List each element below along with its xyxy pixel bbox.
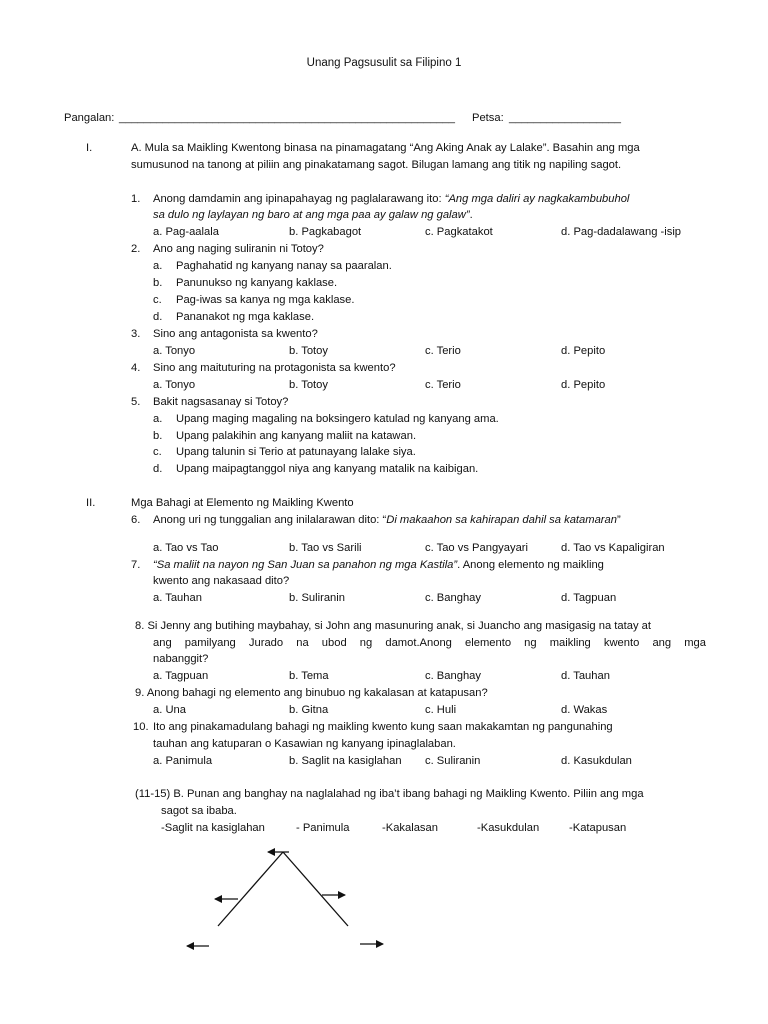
q2-option-b: Panunukso ng kanyang kaklase. (176, 277, 338, 289)
q6-text: Anong uri ng tunggalian ang inilalarawan dito: “Di makaahon sa kahirapan dahil sa katamaran” (153, 514, 621, 526)
q3-choice-b: b. Totoy (289, 345, 328, 357)
q9-choice-c: c. Huli (425, 704, 457, 716)
q4-number: 4. (131, 362, 141, 374)
date-blank: __________________ (509, 112, 621, 124)
q6-choice-b: b. Tao vs Sarili (289, 542, 362, 554)
q5-letter-b: b. (153, 430, 163, 442)
q10-choice-d: d. Kasukdulan (561, 755, 632, 767)
q1-choice-c: c. Pagkatakot (425, 226, 493, 238)
q1-choice-b: b. Pagkabagot (289, 226, 362, 238)
q5-number: 5. (131, 396, 141, 408)
q9-choice-a: a. Una (153, 704, 186, 716)
q4-text: Sino ang maituturing na protagonista sa kwento? (153, 362, 396, 374)
q3-choice-c: c. Terio (425, 345, 461, 357)
q2-option-c: Pag-iwas sa kanya ng mga kaklase. (176, 294, 355, 306)
part-b-option-4: -Kasukdulan (477, 822, 540, 834)
part-b-option-1: -Saglit na kasiglahan (161, 822, 265, 834)
q2-option-a: Paghahatid ng kanyang nanay sa paaralan. (176, 260, 392, 272)
page-title: Unang Pagsusulit sa Filipino 1 (306, 57, 462, 69)
part-b-option-2: - Panimula (296, 822, 350, 834)
q2-text: Ano ang naging suliranin ni Totoy? (153, 243, 324, 255)
name-blank: ______________________________________________________ (119, 112, 455, 124)
q4-choice-b: b. Totoy (289, 379, 328, 391)
part2-numeral: II. (86, 497, 96, 509)
part-b-option-5: -Katapusan (569, 822, 627, 834)
part-b-instruction-line1: (11-15) B. Punan ang banghay na naglalahad ng iba’t ibang bahagi ng Maikling Kwento. Piliin ang mga (135, 788, 644, 800)
q8-text-line1: 8. Si Jenny ang butihing maybahay, si John ang masunuring anak, si Juancho ang masigasig na tatay at (135, 620, 651, 632)
q6-choice-d: d. Tao vs Kapaligiran (561, 542, 665, 554)
q5-option-b: Upang palakihin ang kanyang maliit na katawan. (176, 430, 417, 442)
part1-numeral: I. (86, 142, 93, 154)
q3-choice-a: a. Tonyo (153, 345, 196, 357)
q10-choice-c: c. Suliranin (425, 755, 481, 767)
q4-choice-c: c. Terio (425, 379, 461, 391)
part2-heading: Mga Bahagi at Elemento ng Maikling Kwento (131, 497, 354, 509)
q9-choice-b: b. Gitna (289, 704, 329, 716)
q8-choice-b: b. Tema (289, 670, 329, 682)
plot-rising-line (218, 852, 283, 926)
q2-letter-b: b. (153, 277, 163, 289)
q1-choice-d: d. Pag-dadalawang -isip (561, 226, 682, 238)
q8-text-line2: ang pamilyang Jurado na ubod ng damot.Anong elemento ng maikling kwento ang mga (153, 637, 706, 649)
q7-choice-b: b. Suliranin (289, 592, 345, 604)
part-b-instruction-line2: sagot sa ibaba. (161, 805, 237, 817)
q5-option-a: Upang maging magaling na boksingero katulad ng kanyang ama. (176, 413, 499, 425)
q6-number: 6. (131, 514, 141, 526)
q4-choice-a: a. Tonyo (153, 379, 196, 391)
q3-choice-d: d. Pepito (561, 345, 606, 357)
q10-choice-a: a. Panimula (153, 755, 213, 767)
q10-number: 10. (133, 721, 149, 733)
q6-choice-c: c. Tao vs Pangyayari (425, 542, 529, 554)
q9-choice-d: d. Wakas (561, 704, 608, 716)
q1-number: 1. (131, 193, 141, 205)
q5-option-c: Upang talunin si Terio at patunayang lalake siya. (176, 446, 416, 458)
q5-letter-d: d. (153, 463, 163, 475)
q2-option-d: Pananakot ng mga kaklase. (176, 311, 315, 323)
q1-text: Anong damdamin ang ipinapahayag ng paglalarawang ito: “Ang mga daliri ay nagkakambubuhol (153, 193, 630, 205)
q7-text-line2: kwento ang nakasaad dito? (153, 575, 290, 587)
part-b-option-3: -Kakalasan (382, 822, 438, 834)
q5-text: Bakit nagsasanay si Totoy? (153, 396, 289, 408)
q6-choice-a: a. Tao vs Tao (153, 542, 219, 554)
name-label: Pangalan: (64, 112, 115, 124)
q2-letter-d: d. (153, 311, 163, 323)
q2-letter-a: a. (153, 260, 163, 272)
date-label: Petsa: (472, 112, 504, 124)
q5-letter-c: c. (153, 446, 162, 458)
q5-letter-a: a. (153, 413, 163, 425)
q8-choice-a: a. Tagpuan (153, 670, 209, 682)
q7-choice-c: c. Banghay (425, 592, 481, 604)
q10-choice-b: b. Saglit na kasiglahan (289, 755, 402, 767)
q1-text-line2: sa dulo ng laylayan ng baro at ang mga paa ay galaw ng galaw”. (153, 209, 473, 221)
q3-number: 3. (131, 328, 141, 340)
q10-text-line2: tauhan ang katuparan o Kasawian ng kanyang ipinaglalaban. (153, 738, 456, 750)
q2-letter-c: c. (153, 294, 162, 306)
q8-choice-d: d. Tauhan (561, 670, 610, 682)
q7-text: “Sa maliit na nayon ng San Juan sa panahon ng mga Kastila”. Anong elemento ng maikling (153, 559, 604, 571)
q3-text: Sino ang antagonista sa kwento? (153, 328, 318, 340)
q7-choice-a: a. Tauhan (153, 592, 202, 604)
q4-choice-d: d. Pepito (561, 379, 606, 391)
q7-choice-d: d. Tagpuan (561, 592, 617, 604)
q8-choice-c: c. Banghay (425, 670, 481, 682)
q9-text: 9. Anong bahagi ng elemento ang binubuo ng kakalasan at katapusan? (135, 687, 488, 699)
q5-option-d: Upang maipagtanggol niya ang kanyang matalik na kaibigan. (176, 463, 479, 475)
q8-text-line3: nabanggit? (153, 653, 209, 665)
part1-instruction-line2: sumusunod na tanong at piliin ang pinakatamang sagot. Bilugan lamang ang titik ng napiling sagot. (131, 159, 622, 171)
part1-instruction-line1: A. Mula sa Maikling Kwentong binasa na pinamagatang “Ang Aking Anak ay Lalake”. Basahin ang mga (131, 142, 640, 154)
q7-number: 7. (131, 559, 141, 571)
q1-choice-a: a. Pag-aalala (153, 226, 219, 238)
plot-falling-line (283, 852, 348, 926)
q10-text-line1: Ito ang pinakamadulang bahagi ng maikling kwento kung saan makakamtan ng pangunahing (153, 721, 613, 733)
q2-number: 2. (131, 243, 141, 255)
